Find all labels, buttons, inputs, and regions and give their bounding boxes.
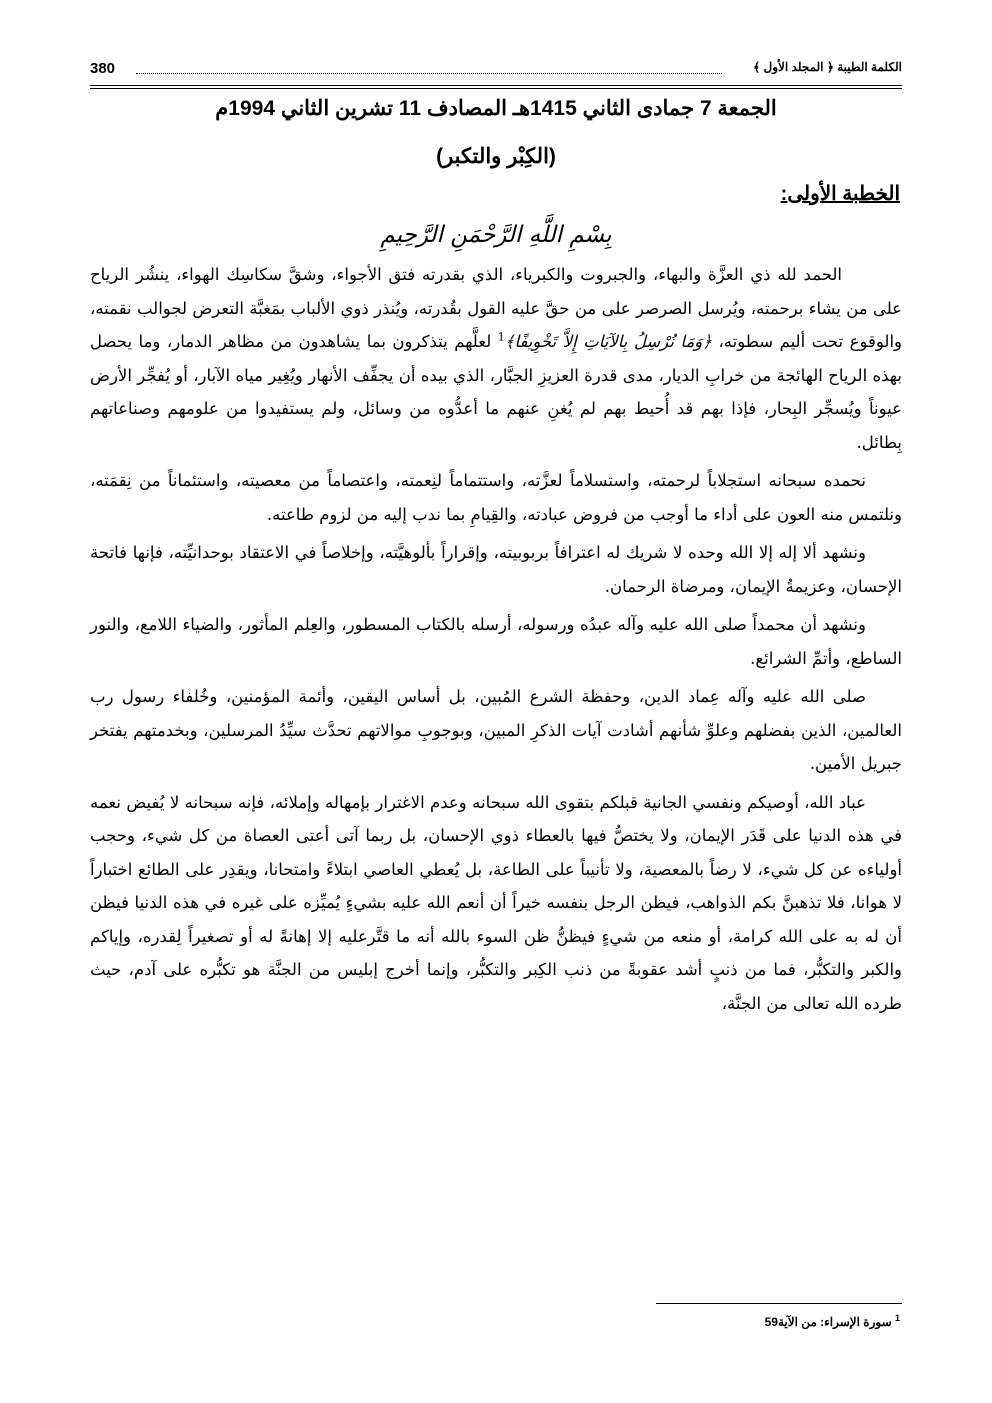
footnote — [765, 1313, 900, 1329]
footnote-marker: 1 — [894, 1313, 900, 1323]
book-title: الكلمة الطيبة ﴿ المجلد الأول ﴾ — [753, 60, 902, 74]
footnote-text: سورة الإسراء: من الآية59 — [764, 1315, 892, 1329]
footnote-separator — [656, 1303, 902, 1304]
paragraph-5: صلى الله عليه وآله عِماد الدين، وحفظة الشرع المُبين، بل أساس اليقين، وأئمة المؤمنين، وخُلفاء رسول رب العالمين، الذين بفضلهم وعلوِّ شأنهم أشادت آيات الذكرِ المبين، وبوجوبِ موالاتهم تحدَّث سيِّدُ المرسلين، وبخدمتهم يفتخر جبريل الأمين. — [90, 687, 902, 773]
paragraph-1-opening: الحمد لله ذي العزَّة والبهاء، والجبروت والكبرياء، الذي بقدرته فتق الأجواء، وشقَّ سكاسِك الهواء، ينشُر الرياح على من يشاء برحمته، ويُرسل الصرصر على من حقَّ عليه القول بقُدرته، ويُنذر ذوي الألباب بمَغبَّة التعرض لجوالب نقمته، والوقوع تحت أليم سطوته، — [90, 265, 902, 351]
paragraph-1-continuation: لعلَّهم يتذكرون بما يشاهدون من مظاهر الدمار، وما يحصل بهذه الرياح الهائجة من خرابِ الديار، مدى قدرة العزيزِ الجبَّار، الذي بيده أن يجفِّف الأنهار ويُغِير مياه الآبار، أو يُفجِّر الأرض عيوناً ويُسجِّر البِحار، فإذا بهم قد أُحيط بهم لم يُغنِ عنهم ما أعدُّوه من وسائل، ولم يستفيدوا من علومهم وصناعاتهم بِطائل. — [90, 332, 902, 452]
footnote-reference[interactable]: 1 — [497, 330, 505, 344]
paragraph-2: نحمده سبحانه استجلاباً لرحمته، واستسلاماً لعزَّته، واستتماماً لنِعمته، واعتصاماً من معصيته، واستئماناً من نِقمَته، ونلتمس منه العون على أداء ما أوجب من فروض عبادته، والقِيامِ بما ندب إليه من لزوم طاعته. — [90, 471, 902, 524]
sermon-date: الجمعة 7 جمادى الثاني 1415هـ المصادف 11 تشرين الثاني 1994م — [215, 97, 777, 120]
header-rule — [90, 85, 902, 89]
sermon-body — [90, 258, 902, 1025]
quran-verse: ﴿وَمَا نُرْسِلُ بِالآيَاتِ إِلاَّ تَخْوِيفًا﴾ — [504, 332, 712, 351]
page-number: 380 — [90, 60, 116, 77]
paragraph-3: ونشهد ألا إله إلا الله وحده لا شريك له اعترافاً بربوبيته، وإقراراً بألوهيَّته، وإخلاصاً في الاعتقاد بوحدانيِّته، فإنها فاتحة الإحسان، وعزيمةُ الإيمان، ومرضاة الرحمان. — [90, 543, 902, 596]
basmala: بِسْمِ اللَّهِ الرَّحْمَنِ الرَّحِيمِ — [380, 222, 612, 248]
paragraph-1 — [90, 258, 902, 459]
header-dotted-leader — [136, 73, 722, 74]
paragraph-4: ونشهد أن محمداً صلى الله عليه وآله عبدُه ورسوله، أرسله بالكتاب المسطور، والعِلم المأثور، والضياء اللامع، والنور الساطع، وأتمِّ الشرائع. — [90, 615, 902, 668]
section-heading: الخطبة الأولى: — [780, 183, 900, 205]
sermon-subject: (الكِبْر والتكبر) — [436, 145, 556, 168]
running-header — [90, 60, 902, 84]
paragraph-6: عباد الله، أوصيكم ونفسي الجانية قبلكم بتقوى الله سبحانه وعدم الاغترار بإمهاله وإملائه، فإنه سبحانه لا يُفيض نعمه في هذه الدنيا على قَدَر الإيمان، ولا يختصُّ فيها بالعطاء ذوي الإحسان، بل ربما آتى أعتى العصاة من كل شيء، وحجب أولياءه عن كل شيء، لا رضاً بالمعصية، ولا تأنيباً على الطاعة، بل يُعطي العاصي ابتلاءً وامتحانا، ويقدِر على الطائع اختباراً لا هوانا، فلا تذهبنَّ بكم الذواهب، فيظن الرجل بنفسه خيراً أن أنعم الله عليه بشيءٍ يُميِّزه على غيره في هذه الدنيا فيظن أن له به على الله كرامة، أو منعه من شيءٍ فيظنُّ ظن السوء بالله أنه ما قتَّرعليه إلا إهانةً له أو تصغيراً لِقدره، وإياكم والكبر والتكبُّر، فما من ذنبٍ أشد عقوبةً من ذنب الكِبر والتكبُّر، وإنما أخرج إبليس من الجنَّة هو تكبُّره على آدم، حيث طرده الله تعالى من الجنَّة، — [90, 792, 902, 1013]
